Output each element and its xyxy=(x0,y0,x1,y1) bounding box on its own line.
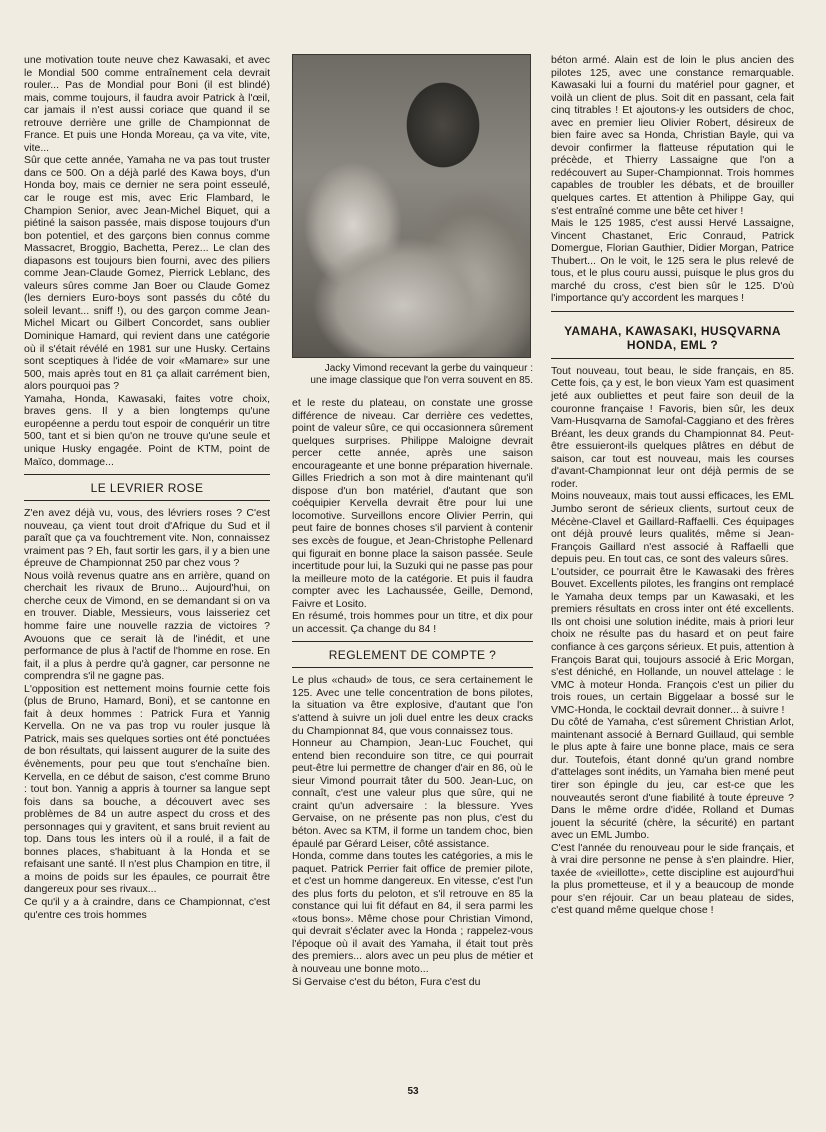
section-heading-levrier-rose: LE LEVRIER ROSE xyxy=(90,481,204,496)
paragraph: L'outsider, ce pourrait être le Kawasaki des frères Bouvet. Excellents pilotes, les frangins ont remplacé le Yamaha deux temps par un Kawasaki, et les premiers résultats en cross inter ont été excellents. Ils ont choisi une solution inédite, mais à priori leur choix ne résulte pas du hasard et on peut faire confiance à ces garçons sérieux. Et puis, attention à François Barat qui, toujours associé à Eric Morgan, s'est déniché, en Hollande, un nouvel attelage : le VMC à moteur Honda. François c'est un pilier du trois roues, un certain Biggelaar a bossé sur le VMC-Honda, le cocktail devrait donner... à suivre ! xyxy=(551,565,794,716)
paragraph: Honda, comme dans toutes les catégories, a mis le paquet. Patrick Perrier fait office de premier pilote, et c'est un homme dangereux. En vitesse, c'est l'un des plus forts du peloton, et s'il retrouve en 85 la constance qui lui fit défaut en 84, il sera parmi les «tous bons». Même chose pour Christian Vimond, qui devrait s'éclater avec la Honda ; rappelez-vous l'époque où il avait des Yamaha, il était tout près des premiers... alors avec un peu plus de métier et à nouveau une bonne moto... xyxy=(292,850,533,975)
paragraph: béton armé. Alain est de loin le plus ancien des pilotes 125, avec une constance remarquable. Kawasaki lui a fourni du matériel pour gagner, et voilà un client de plus. Soit dit en passant, cela fait cinq titrables ! Et ajoutons-y les outsiders de choc, avec en premier lieu Olivier Robert, désireux de bien faire avec sa Honda, Christian Bayle, qui va devoir confirmer la flatteuse réputation qui le précède, et Thierry Lassaigne que l'on a redécouvert au Super-Championnat. Trois hommes capables de troubler les débats, et de brouiller quelques cartes. Et attention à Philippe Gay, qui s'est entraîné comme une bête cet hiver ! xyxy=(551,54,794,217)
paragraph: Du côté de Yamaha, c'est sûrement Christian Arlot, maintenant associé à Bernard Guillaud, qui semble le plus apte à faire une bonne place, mais ce sera dur. Toutefois, étant donné qu'un grand nombre d'attelages sont inédits, un Yamaha bien mené peut tirer son épingle du jeu, car est-ce que les nouveautés seront d'une fiabilité à toute épreuve ? Dans le même ordre d'idée, Rolland et Dumas jouent la sécurité (chère, la sécurité) en partant avec un EML Jumbo. xyxy=(551,716,794,842)
paragraph: C'est l'année du renouveau pour le side français, et à vrai dire personne ne pense à s'en plaindre. Hier, taxée de «vieillotte», cette discipline est aujourd'hui la plus prometteuse, et il y a beaucoup de monde pour s'en réjouir. Car un beau plateau de sides, c'est quand même quelque chose ! xyxy=(551,841,794,917)
paragraph: Sûr que cette année, Yamaha ne va pas tout truster dans ce 500. On a déjà parlé des Kawa boys, d'un Honda boy, mais ce dernier ne sera point esseulé, car le rouge est mis, avec Eric Flambard, le Champion Senior, avec Jean-Michel Biquet, qui a piétiné la saison passée, mais dispose toujours d'un bon potentiel, et des garçons bien connus comme Massacret, Broggio, Bachetta, Perez... Le clan des diapasons est toujours bien fourni, avec des piliers comme Jean-Claude Gomez, Pierrick Leblanc, des valeurs sûres comme Jan Boer ou Claude Gomez (les derniers Euro-boys sont passés du côté du soleil levant... sniff !), ou des garçon comme Jean-Michel Micart ou Gilbert Concordet, sans oublier Dominique Hamard, qui revient dans une catégorie où il s'était révélé en 1981 sur une Husky. Certains sont sceptiques à l'idée de voir «Mamare» sur une 500, mais après tout en 81 ça allait carrément bien, alors pourquoi pas ? xyxy=(24,154,270,393)
paragraph: Nous voilà revenus quatre ans en arrière, quand on cherchait les rivaux de Bruno... Aujourd'hui, on cherche ceux de Vimond, en se demandant si on va en trouver. Diable, Messieurs, vous laisseriez cet homme faire une nouvelle razzia de victoires ? Avouons que ce serait là de l'inédit, et une performance de plus à l'actif de l'homme en rose. En fait, il a plus à perdre qu'à gagner, car personne ne comprendra s'il ne gagne pas. xyxy=(24,569,270,683)
section-heading-side: YAMAHA, KAWASAKI, HUSQVARNA HONDA, EML ? xyxy=(564,323,781,352)
paragraph: Le plus «chaud» de tous, ce sera certainement le 125. Avec une telle concentration de bons pilotes, la situation va être explosive, d'autant que l'on s'attend à suivre un joli duel entre les deux cracks du Championnat 84, que vous connaissez tous. xyxy=(292,674,533,737)
section-heading-reglement-de-compte: REGLEMENT DE COMPTE ? xyxy=(328,648,497,663)
section-heading-block xyxy=(551,311,794,359)
paragraph: Ce qu'il y a à craindre, dans ce Championnat, c'est qu'entre ces trois hommes xyxy=(24,896,270,921)
section-heading-block xyxy=(292,641,533,668)
paragraph: Honneur au Champion, Jean-Luc Fouchet, qui entend bien reconduire son titre, ce qui pourrait peut-être lui permettre de changer d'air en 86, où le sieur Vimond pourrait tâter du 500. Jean-Luc, on connaît, c'est une valeur plus que sûre, qui ne craint qu'un adversaire : la blessure. Yves Gervaise, on ne présente pas non plus, c'est du béton. Avec sa KTM, il forme un tandem choc, bien épaulé par Gérard Leiser, côté assistance. xyxy=(292,737,533,850)
column-1 xyxy=(24,54,270,921)
paragraph: une motivation toute neuve chez Kawasaki, et avec le Mondial 500 comme entraînement cela devrait rouler... Pas de Mondial pour Boni (il est blindé) mais, comme toujours, il faudra avoir Patrick à l'œil, car jamais il n'est aussi coriace que quand il se retrouve derrière une grille de Championnat de France. Et puis une Honda Moreau, ça va vite, vite, vite... xyxy=(24,54,270,154)
paragraph: L'opposition est nettement moins fournie cette fois (plus de Bruno, Hamard, Boni), et se cantonne en fait à deux hommes : Patrick Fura et Yannig Kervella. On ne va pas trop vu rouler jusque là Patrick, mais ses quelques sorties ont été ponctuées de bon résultats, qui laissent augurer de la suite des évènements, pour peu que tout s'enchaîne bien. Kervella, en ce début de saison, c'est comme Bruno : tout bon. Yannig a appris à tourner sa langue sept fois dans sa bouche, a découvert avec ses problèmes de 84 un autre aspect du cross et des personnages qui y gravitent, et sans bruit revient au top. Dans tous les inters où il a roulé, il a fait de bonnes places, s'habituant à la Honda et se refaisant une santé. Il n'est plus Champion en titre, il a moins de poids sur les épaules, ce pourrait être dangereux pour ses rivaux... xyxy=(24,682,270,896)
paragraph: Yamaha, Honda, Kawasaki, faites votre choix, braves gens. Il y a bien longtemps qu'une européenne a perdu tout espoir de conquérir un titre 500, tant et si bien qu'on ne trouve qu'une seule et unique Husky engagée. Point de KTM, point de Maïco, dommage... xyxy=(24,392,270,468)
paragraph: et le reste du plateau, on constate une grosse différence de niveau. Car derrière ces vedettes, point de valeur sûre, ce qui occasionnera sûrement quelques surprises. Philippe Maloigne devrait percer cette année, après une saison encourageante et une bonne préparation hivernale. Gilles Friedrich a son mot à dire maintenant qu'il dispose d'un bon matériel, d'autant que son coéquipier Kervella devrait être pour lui une locomotive. Surveillons encore Olivier Perrin, qui peut faire de bonnes choses s'il parvient à contenir ses excès de fougue, et Jean-Christophe Pellenard qui figurait en bonne place la saison passée. Seule incertitude pour lui, la Suzuki qui ne passe pas pour la meilleure moto de la catégorie. Et puis il faudra compter avec les Lachaussée, Geille, Demond, Faivre et Losito. xyxy=(292,397,533,610)
section-heading-block xyxy=(24,474,270,501)
paragraph: Tout nouveau, tout beau, le side français, en 85. Cette fois, ça y est, le bon vieux Yam est quasiment jeté aux oubliettes et peut faire son deuil de la couronne française ! Favoris, bien sûr, les deux Vam-Husqvarna de Samofal-Caggiano et des frères Bréant, les deux grands du Championnat 84. Peut-être essuieront-ils quelques plâtres en début de saison, car tout est nouveau, mais les courses d'avant-Championnat leur ont déjà permis de se roder. xyxy=(551,364,794,490)
column-3 xyxy=(551,54,794,917)
photo-caption: Jacky Vimond recevant la gerbe du vainqueur : une image classique que l'on verra souvent en 85. xyxy=(310,363,533,386)
rider-photo xyxy=(292,54,531,358)
column-2 xyxy=(292,54,533,988)
paragraph: Z'en avez déjà vu, vous, des lévriers roses ? C'est nouveau, ça vient tout droit d'Afrique du Sud et il paraît que ça va fouchtrement vite. Non, connaissez vraiment pas ? Eh, faut sortir les gars, il y a bien une épreuve de Championnat 250 par chez vous ? xyxy=(24,507,270,570)
paragraph: En résumé, trois hommes pour un titre, et dix pour un accessit. Ça change du 84 ! xyxy=(292,610,533,635)
paragraph: Si Gervaise c'est du béton, Fura c'est du xyxy=(292,975,481,988)
page-number: 53 xyxy=(407,1086,419,1097)
paragraph: Mais le 125 1985, c'est aussi Hervé Lassaigne, Vincent Chastanet, Eric Conraud, Patrick Domergue, Florian Gauthier, Didier Morgan, Patrice Thubert... On le voit, le 125 sera le plus relevé de tous, et le plus couru aussi, puisque le plus gros du marché du cross, c'est bien sûr le 125. D'où l'importance qu'y accordent les marques ! xyxy=(551,217,794,305)
paragraph: Moins nouveaux, mais tout aussi efficaces, les EML Jumbo seront de sérieux clients, surtout ceux de Mécène-Clavel et Gaillard-Raffaelli. Ces équipages ont déjà prouvé leurs qualités, même si Jean-François Gaillard n'est associé à Raffaelli que depuis peu. En tout cas, ce sont des valeurs sûres. xyxy=(551,490,794,566)
